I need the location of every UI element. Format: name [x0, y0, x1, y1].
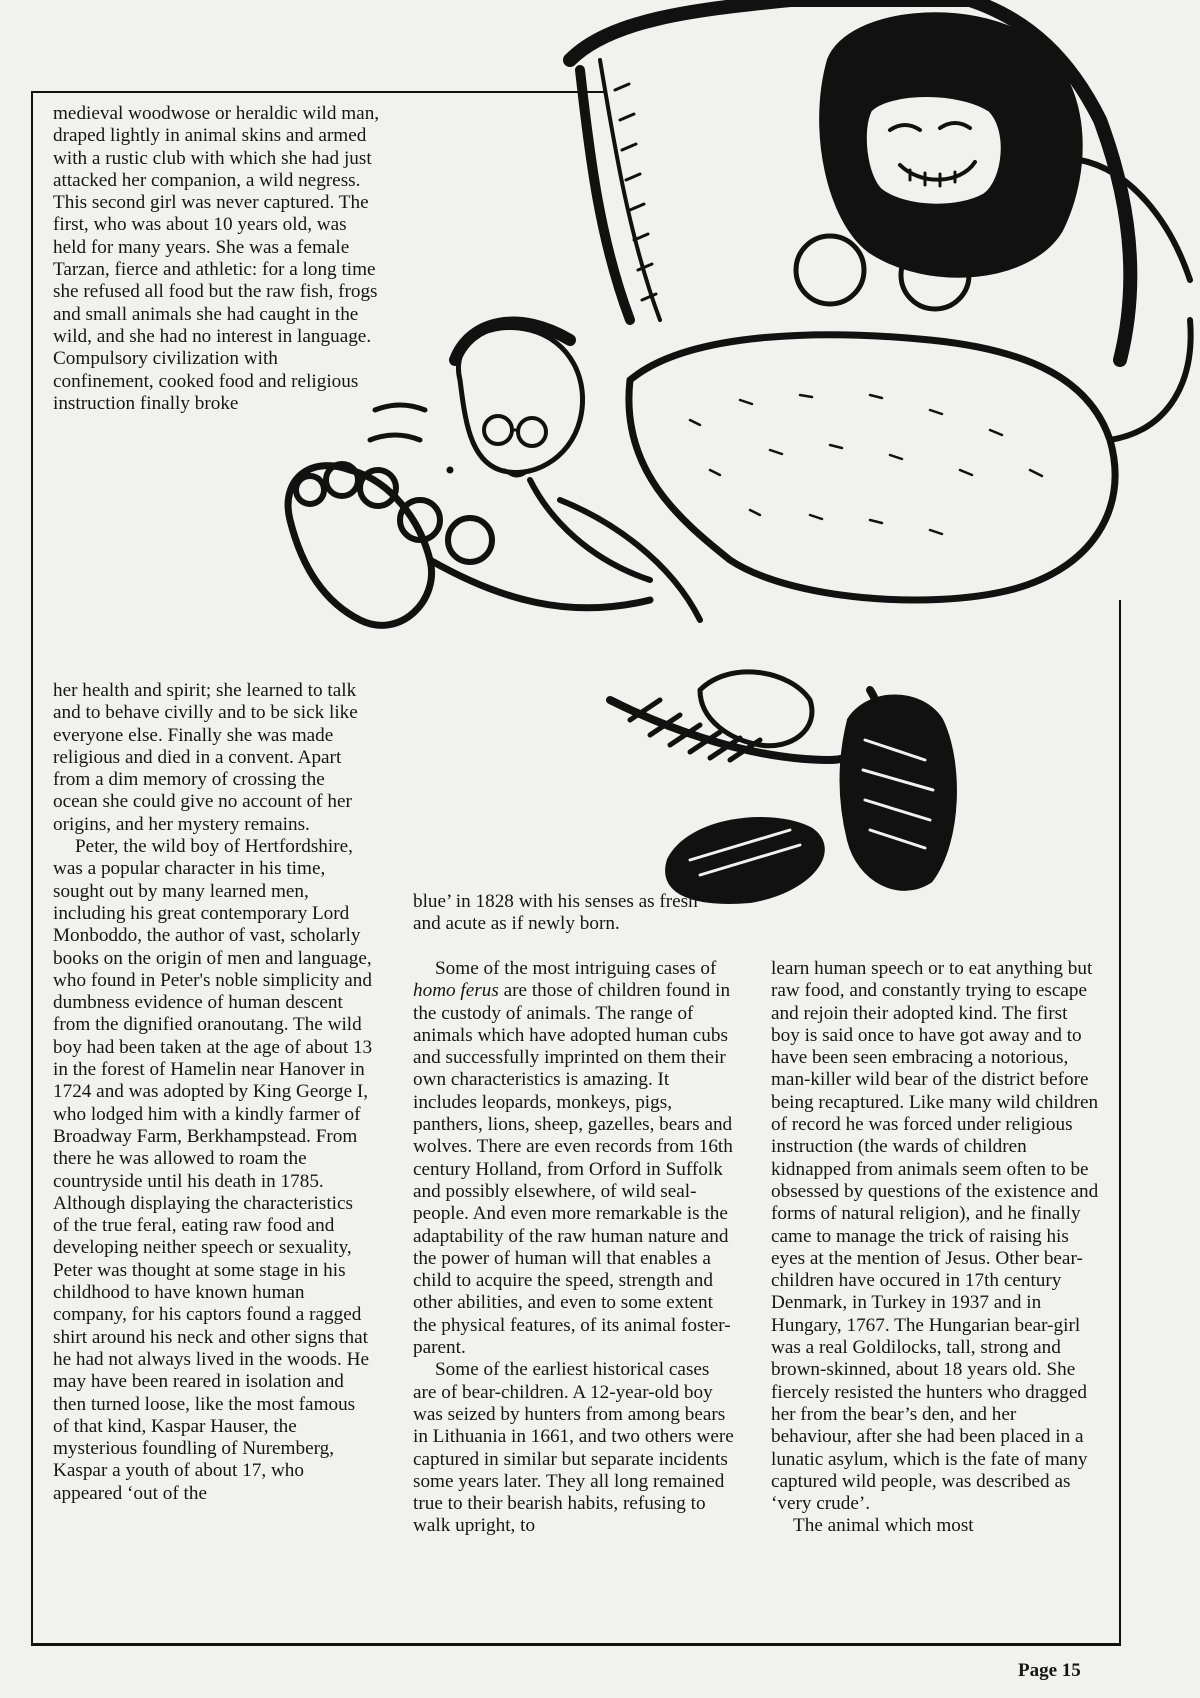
paragraph: her health and spirit; she learned to talk and to behave civilly and to be sick like everyone else. Finally she was made religious and died in a convent. Apart from a dim memory of crossing the ocean she could give no account of her origins, and her mystery remains. — [53, 680, 358, 835]
article-text-block-mid-top — [413, 891, 723, 936]
paragraph: Some of the earliest historical cases are of bear-children. A 12-year-old boy was seized by hunters from among bears in Lithuania in 1661, and two others were captured in similar but separate incidents some years later. They all long remained true to their bearish habits, refusing to walk upright, to — [413, 1359, 734, 1537]
page-number: Page 15 — [1018, 1660, 1081, 1681]
cartoon-wild-woman-carrying-man-icon — [270, 0, 1200, 945]
paragraph: learn human speech or to eat anything but raw food, and constantly trying to escape and rejoin their adopted kind. The first boy is said once to have got away and to have been seen embracing a notorious, man-killer wild bear of the district before being recaptured. Like many wild children of record he was forced under religious instruction (the wards of children kidnapped from animals seem often to be obsessed by questions of the existence and forms of natural religion), and he finally came to manage the trick of raising his eyes at the mention of Jesus. Other bear-children have occured in 17th century Denmark, in Turkey in 1937 and in Hungary, 1767. The Hungarian bear-girl was a real Goldilocks, tall, strong and brown-skinned, about 18 years old. She fiercely resisted the hunters who dragged her from the bear’s den, and her behaviour, after she had been placed in a lunatic asylum, which is the fate of many captured wild people, was described as ‘very crude’. — [771, 958, 1099, 1515]
paragraph: The animal which most — [793, 1515, 974, 1537]
article-frame-left-rule — [31, 91, 33, 1644]
italic-term: homo ferus — [413, 980, 499, 1002]
paragraph — [413, 958, 735, 1359]
article-text-column-right — [771, 958, 1101, 1538]
article-frame-bottom-rule — [31, 1643, 1121, 1646]
article-text-column-middle — [413, 958, 735, 1538]
paragraph: blue’ in 1828 with his senses as fresh and acute as if newly born. — [413, 891, 698, 935]
article-text-column-left — [53, 680, 373, 1505]
text-run: Some of the most intriguing cases of — [435, 958, 717, 979]
paragraph: medieval woodwose or heraldic wild man, draped lightly in animal skins and armed with a rustic club with which she had just attacked her companion, a wild negress. This second girl was never captured. The first, who was about 10 years old, was held for many years. She was a female Tarzan, fierce and athletic: for a long time she refused all food but the raw fish, frogs and small animals she had caught in the wild, and she had no interest in language. Compulsory civilization with confinement, cooked food and religious instruction finally broke — [53, 103, 380, 414]
article-text-block-top-left — [53, 103, 383, 415]
paragraph: Peter, the wild boy of Hertfordshire, was a popular character in his time, sought out by many learned men, including his great contemporary Lord Monboddo, the author of vast, scholarly books on the origin of men and language, who found in Peter's noble simplicity and dumbness evidence of human descent from the dignified oranoutang. The wild boy had been taken at the age of about 13 in the forest of Hamelin near Hanover in 1724 and was adopted by King George I, who lodged him with a kindly farmer of Broadway Farm, Berkhampstead. From there he was allowed to roam the countryside until his death in 1785. Although displaying the characteristics of the true feral, eating raw food and developing neither speech or sexuality, Peter was thought at some stage in his childhood to have known human company, for his captors found a ragged shirt around his neck and other signs that he had not always lived in the woods. He may have been reared in isolation and then turned loose, like the most famous of that kind, Kaspar Hauser, the mysterious foundling of Nuremberg, Kaspar a youth of about 17, who appeared ‘out of the — [53, 836, 373, 1504]
text-run: are those of children found in the custody of animals. The range of animals which have adopted human cubs and successfully imprinted on them their own characteristics is amazing. It includes leopards, monkeys, pigs, panthers, lions, sheep, gazelles, bears and wolves. There are even records from 16th century Holland, from Orford in Suffolk and possibly elsewhere, of wild seal-people. And even more remarkable is the adaptability of the raw human nature and the power of human will that enables a child to acquire the speed, strength and other abilities, and even to some extent the physical features, of its animal foster-parent. — [413, 980, 733, 1359]
